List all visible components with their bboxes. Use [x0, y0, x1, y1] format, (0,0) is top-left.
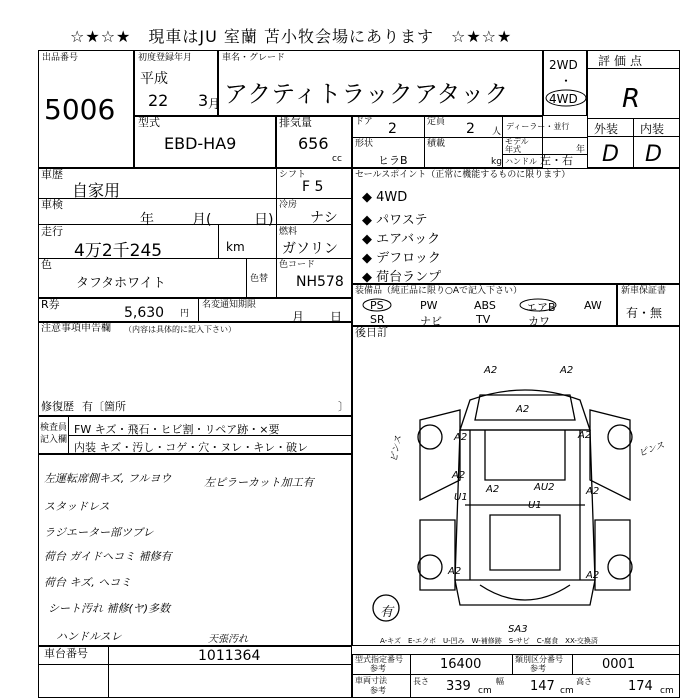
handwritten-note: シート汚れ 補修(ヤ)多数: [48, 602, 171, 615]
mark-top: A2: [484, 365, 498, 376]
registration-label: 初度登録年月: [138, 53, 193, 63]
mark-mid1: A2: [516, 404, 530, 415]
height-unit: cm: [660, 686, 674, 696]
mark-bottom: SA3: [508, 624, 528, 635]
equip-airbag: エアB: [526, 301, 556, 314]
lot-label: 出品番号: [42, 53, 79, 63]
sales-point-item: ◆ 荷台ランプ: [362, 270, 442, 285]
fuel-value: ガソリン: [282, 241, 338, 257]
handwritten-note: スタッドレス: [44, 500, 110, 513]
chassis-value: 1011364: [198, 648, 261, 664]
doors-label: ドア: [355, 117, 373, 127]
mark-u-right2: U1: [528, 500, 542, 511]
type-spec-ref: 参考: [370, 664, 386, 673]
load-unit: kg: [491, 157, 502, 167]
mark-right1: A2: [578, 430, 592, 441]
inspector-label1: 検査員: [40, 423, 68, 433]
color-code-value: NH578: [296, 274, 344, 290]
width-value: 147: [530, 679, 555, 694]
mark-left-side: ピンス: [389, 434, 405, 463]
history-value: 自家用: [72, 181, 121, 200]
interior-grade: D: [645, 142, 662, 167]
type-spec-label: 型式指定番号: [355, 655, 403, 664]
equip-sr: SR: [370, 313, 385, 326]
equip-tv: TV: [476, 313, 491, 326]
size-label: 車両寸法: [355, 676, 387, 685]
model-grade: アタック: [414, 80, 509, 108]
codes-row1: FW キズ・飛石・ヒビ割・リペア跡・×要: [74, 423, 280, 436]
exterior-grade: D: [602, 142, 619, 167]
width-unit: cm: [560, 686, 574, 696]
dealer-label: ディーラー・並行: [506, 122, 570, 131]
model-year-label2: 年式: [505, 145, 521, 154]
type-spec-value: 16400: [440, 657, 482, 672]
sales-point-item: ◆ エアバック: [362, 232, 441, 247]
mark-right-low: A2: [586, 570, 600, 581]
displacement-value: 656: [298, 134, 329, 153]
sales-point-item: ◆ デフロック: [362, 251, 441, 266]
inspection-month: 月(: [192, 212, 212, 228]
repair-value: 有〔箇所: [82, 400, 126, 413]
height-value: 174: [628, 679, 653, 694]
class-ref: 参考: [530, 664, 546, 673]
mark-mid3: A2: [486, 484, 500, 495]
aircon-label: 冷房: [279, 200, 298, 210]
capacity-label: 定員: [427, 117, 446, 127]
drive-4wd: 4WD: [549, 92, 578, 106]
displacement-unit: cc: [332, 154, 342, 164]
mark-u-left: U1: [454, 492, 468, 503]
sales-points-label: セールスポイント（正常に機能するものに限ります）: [355, 170, 571, 180]
equip-pw: PW: [420, 299, 438, 312]
evaluation-score: R: [622, 84, 641, 114]
shift-value: F 5: [302, 179, 324, 195]
rear-correction-label: 後日訂: [355, 326, 388, 339]
notes-label: 注意事項申告欄: [41, 323, 111, 334]
handwritten-note: 左ピラーカット加工有: [204, 476, 314, 489]
name-change-month: 月: [292, 310, 305, 324]
type-label: 型式: [138, 116, 160, 129]
exterior-label: 外装: [594, 122, 619, 136]
handwritten-note: ハンドルスレ: [56, 630, 122, 643]
handle-value: 左・右: [540, 154, 573, 167]
sales-point-item: ◆ パワステ: [362, 213, 428, 228]
handle-label: ハンドル: [505, 157, 537, 166]
handwritten-note: 荷台 キズ, ヘコミ: [44, 576, 132, 589]
equip-circles: [352, 284, 617, 326]
shift-label: シフト: [279, 170, 307, 180]
length-label: 長さ: [413, 677, 429, 686]
equipment-label: 装備品（純正品に限り○Aで記入下さい）: [355, 286, 523, 296]
name-change-label: 名変通知期限: [202, 300, 257, 310]
interior-label: 内装: [640, 122, 665, 136]
drive-4wd-circle: [544, 88, 588, 108]
class-label: 類別区分番号: [515, 655, 563, 664]
class-value: 0001: [602, 657, 636, 672]
mileage-label: 走行: [41, 225, 63, 238]
sales-point-item: ◆ 4WD: [362, 190, 408, 205]
r-ticket-box: [38, 298, 352, 322]
mark-right-side: ピンス: [637, 440, 667, 460]
mark-right-mid: A2: [586, 486, 600, 497]
history-label: 車歴: [41, 168, 63, 181]
repair-end: 〕: [338, 400, 349, 413]
aircon-value: ナシ: [310, 210, 338, 226]
color-value: タフタホワイト: [76, 276, 166, 291]
color-change-label: 色替: [250, 274, 269, 284]
inspector-label2: 記入欄: [40, 435, 68, 445]
model-label: 車名・グレード: [222, 53, 286, 63]
inspection-label: 車検: [41, 198, 63, 211]
registration-era: 平成: [140, 71, 168, 87]
capacity-value: 2: [466, 121, 475, 137]
mark-top2: A2: [560, 365, 574, 376]
drive-dot: ・: [560, 74, 573, 88]
evaluation-label: 評価点: [598, 54, 647, 68]
mark-left1: A2: [454, 432, 468, 443]
mark-mid2: A2: [452, 470, 466, 481]
r-ticket-label: R券: [41, 298, 60, 311]
width-label: 幅: [496, 677, 504, 686]
mark-bottom-left: 有: [380, 605, 394, 620]
handwritten-note: ラジエーター部ツブレ: [44, 526, 154, 539]
notes-sub: （内容は具体的に記入下さい）: [124, 325, 236, 334]
model-year-unit: 年: [576, 145, 586, 155]
mileage-unit: km: [226, 240, 245, 254]
model-name: アクティトラック: [224, 80, 413, 108]
equip-ps: PS: [370, 299, 384, 312]
name-change-day: 日: [330, 310, 343, 324]
length-unit: cm: [478, 686, 492, 696]
header-banner: ☆★☆★ 現車はJU 室蘭 苫小牧会場にあります ☆★☆★: [70, 27, 513, 46]
handwritten-note: 左運転席側キズ, フルヨウ: [44, 472, 172, 485]
repair-label: 修復歴: [41, 400, 74, 413]
shape-value: ヒラB: [378, 154, 408, 167]
type-value: EBD-HA9: [164, 134, 237, 153]
drive-2wd: 2WD: [549, 58, 578, 72]
handwritten-note: 荷台 ガイドヘコミ 補修有: [44, 550, 172, 563]
inspection-year: 年: [140, 212, 154, 228]
shape-label: 形状: [355, 139, 374, 149]
damage-legend: A-キズ E-エクボ U-凹み W-補修跡 S-サビ C-腐食 XX-交換済: [380, 637, 598, 645]
size-ref: 参考: [370, 686, 386, 695]
mark-u-right: AU2: [534, 482, 555, 493]
registration-month: 3: [198, 91, 209, 110]
color-label: 色: [41, 258, 52, 271]
warranty-label: 新車保証書: [621, 286, 667, 296]
warranty-value: 有・無: [626, 306, 663, 320]
equip-leather: カワ: [528, 315, 550, 328]
doors-value: 2: [388, 121, 397, 137]
length-value: 339: [446, 679, 471, 694]
codes-row2: 内装 キズ・汚し・コゲ・穴・ヌレ・キレ・破レ: [74, 441, 309, 454]
equip-navi: ナビ: [420, 315, 442, 328]
registration-year: 22: [148, 91, 169, 110]
handwritten-note: 天張汚れ: [208, 634, 248, 645]
capacity-unit: 人: [492, 127, 502, 137]
model-year-label1: モデル: [505, 137, 529, 146]
chassis-label: 車台番号: [44, 647, 88, 660]
mileage-value: 4万2千245: [74, 241, 163, 261]
r-ticket-unit: 円: [180, 309, 190, 319]
load-label: 積載: [427, 139, 446, 149]
registration-month-unit: 月: [208, 97, 221, 111]
inspection-day: 日): [254, 212, 274, 228]
lot-number: 5006: [44, 93, 116, 126]
equip-aw: AW: [584, 299, 602, 312]
displacement-label: 排気量: [279, 116, 312, 129]
equip-abs: ABS: [474, 299, 496, 312]
height-label: 高さ: [576, 677, 592, 686]
color-code-label: 色コード: [279, 260, 316, 270]
mark-bottom2: A2: [448, 566, 462, 577]
fuel-label: 燃料: [279, 227, 298, 237]
r-ticket-value: 5,630: [124, 305, 165, 321]
